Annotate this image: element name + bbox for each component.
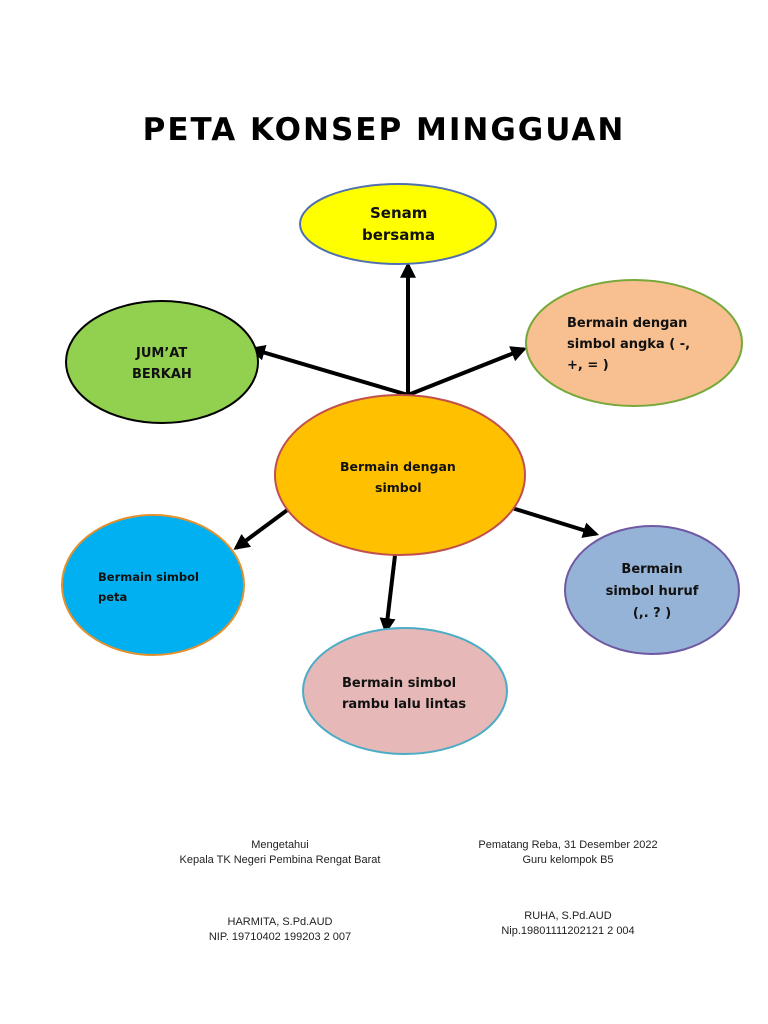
node-rambu-line2: rambu lalu lintas	[342, 697, 467, 712]
node-huruf-line2: simbol huruf	[605, 584, 699, 599]
node-angka-line2: simbol angka ( -,	[567, 337, 691, 352]
signature-right-name: RUHA, S.Pd.AUD	[524, 910, 612, 922]
arrow-to-peta	[236, 508, 290, 548]
center-node-line2: simbol	[375, 480, 422, 495]
node-angka-line3: +, = )	[567, 358, 609, 373]
node-senam-line2: bersama	[362, 226, 436, 244]
node-senam-line1: Senam	[370, 204, 428, 222]
arrow-to-angka	[408, 349, 524, 395]
arrow-to-huruf	[512, 508, 596, 534]
node-rambu	[342, 673, 466, 715]
node-peta-line2: peta	[98, 590, 128, 604]
signature-left-name: HARMITA, S.Pd.AUD	[227, 916, 333, 928]
node-huruf-line3: (,. ? )	[632, 606, 672, 621]
node-jumat-line1: JUM’AT	[136, 346, 188, 361]
node-jumat	[132, 343, 192, 385]
node-jumat-line2: BERKAH	[132, 367, 192, 382]
node-rambu-line1: Bermain simbol	[342, 676, 457, 691]
page-title: PETA KONSEP MINGGUAN	[142, 112, 626, 148]
node-senam	[340, 202, 435, 246]
arrow-to-jumat	[252, 349, 408, 395]
signature-right-nip: Nip.19801111202121 2 004	[501, 925, 635, 937]
node-huruf	[604, 559, 700, 625]
signature-right-position: Guru kelompok B5	[522, 854, 614, 866]
signature-right-place-date: Pematang Reba, 31 Desember 2022	[478, 839, 658, 851]
center-node	[340, 456, 456, 498]
signature-left-nip: NIP. 19710402 199203 2 007	[208, 931, 352, 943]
node-peta-line1: Bermain simbol	[98, 570, 199, 584]
signature-right	[418, 838, 718, 939]
signature-left-position: Kepala TK Negeri Pembina Rengat Barat	[179, 854, 381, 866]
signature-left	[130, 838, 430, 945]
center-node-line1: Bermain dengan	[340, 459, 456, 474]
arrow-to-rambu	[386, 547, 396, 631]
signature-left-label: Mengetahui	[251, 839, 309, 851]
node-peta	[98, 567, 199, 607]
node-angka-line1: Bermain dengan	[567, 316, 688, 331]
node-huruf-line1: Bermain	[621, 562, 683, 577]
node-angka	[567, 313, 690, 376]
